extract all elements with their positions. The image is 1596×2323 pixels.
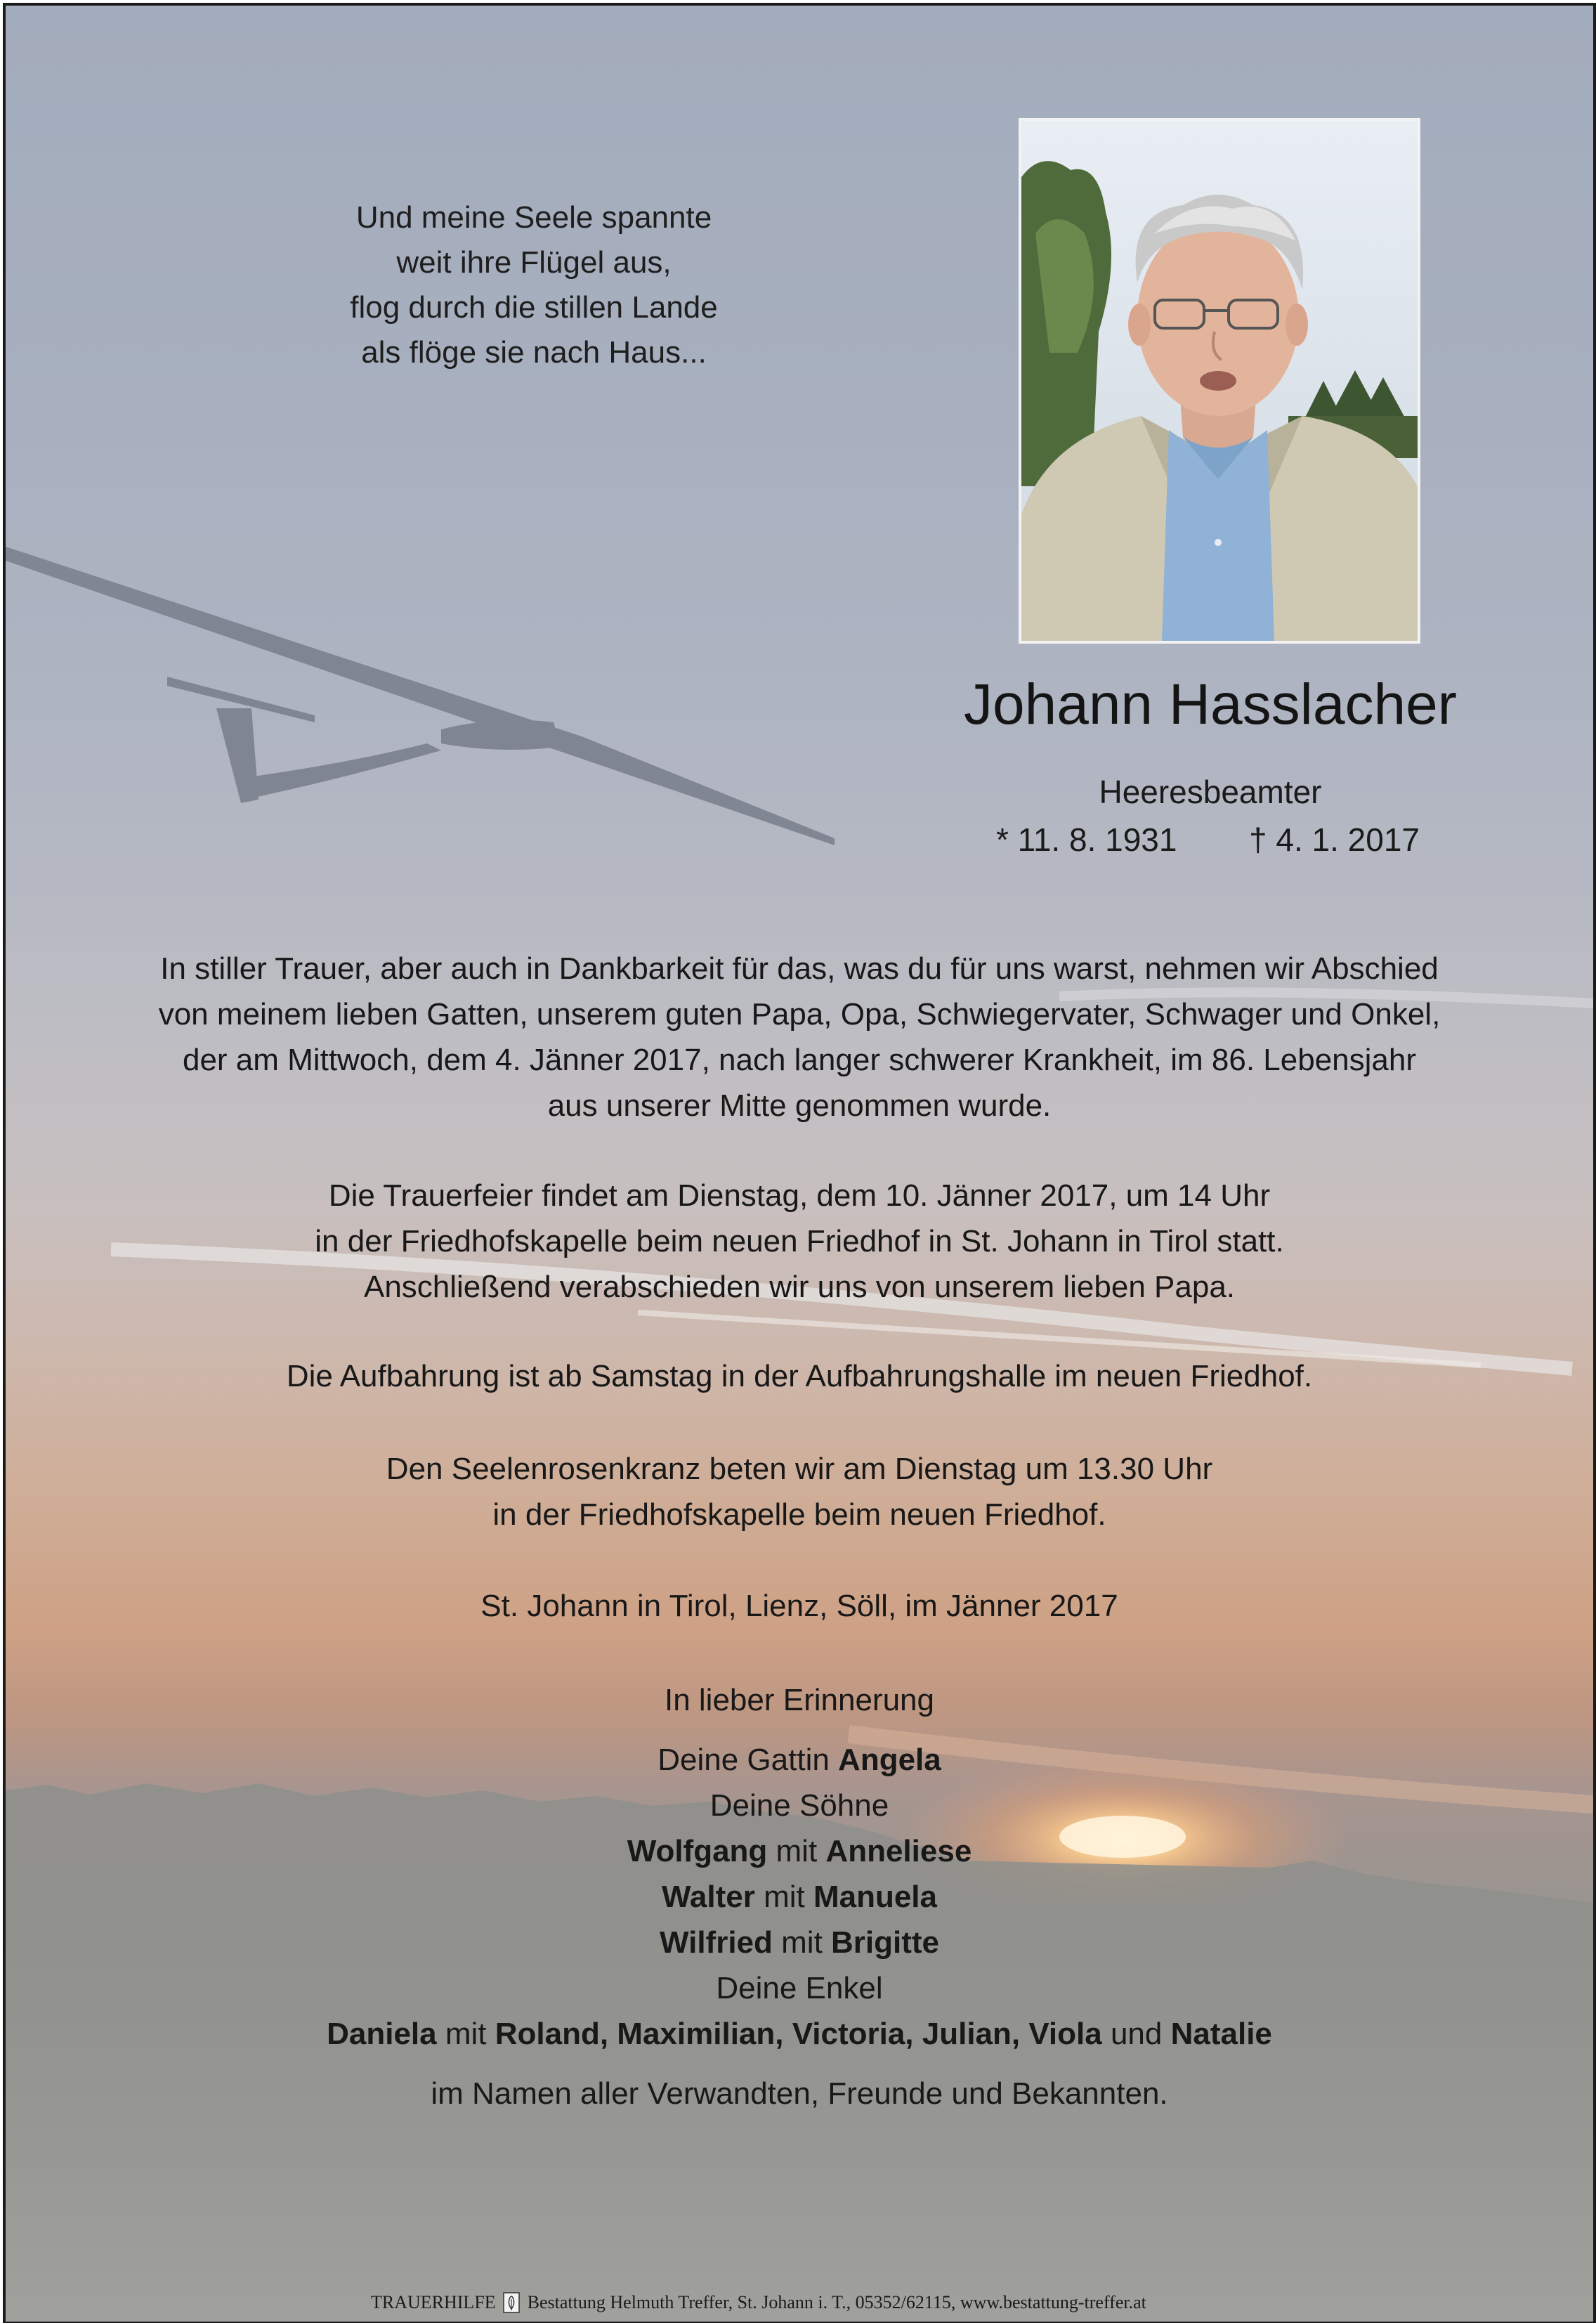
text-line: in der Friedhofskapelle beim neuen Friedhof. — [492, 1497, 1106, 1532]
text-line: In stiller Trauer, aber auch in Dankbarkeit für das, was du für uns warst, nehmen wir Abschied — [160, 951, 1439, 986]
funeral-home-footer — [371, 2291, 1242, 2316]
life-dates — [989, 821, 1432, 863]
grandchildren-label: Deine Enkel — [716, 1971, 883, 2005]
poem — [253, 195, 815, 375]
text-line: aus unserer Mitte genommen wurde. — [547, 1088, 1052, 1123]
text-line: Die Aufbahrung ist ab Samstag in der Aufbahrungshalle im neuen Friedhof. — [286, 1359, 1313, 1393]
son-line: Walter mit Manuela — [661, 1880, 937, 1914]
viewing-paragraph — [48, 1353, 1551, 1399]
poem-line: als flöge sie nach Haus... — [361, 335, 707, 370]
remembrance-line: In lieber Erinnerung — [664, 1683, 934, 1717]
mourners-section — [48, 1677, 1551, 2116]
death-date: † 4. 1. 2017 — [1249, 821, 1420, 858]
deceased-occupation: Heeresbeamter — [1099, 774, 1322, 810]
place-date — [48, 1583, 1551, 1629]
wife-line: Deine Gattin Angela — [658, 1743, 941, 1777]
poem-line: Und meine Seele spannte — [355, 200, 712, 235]
portrait-photo — [1019, 118, 1420, 644]
text-line: Die Trauerfeier findet am Dienstag, dem 10. Jänner 2017, um 14 Uhr — [328, 1178, 1271, 1213]
son-line: Wilfried mit Brigitte — [659, 1925, 940, 1960]
rosary-paragraph — [48, 1446, 1551, 1537]
obituary-frame — [3, 3, 1596, 2323]
glider — [6, 547, 835, 845]
text-line: in der Friedhofskapelle beim neuen Friedhof in St. Johann in Tirol statt. — [315, 1224, 1284, 1258]
text-line: der am Mittwoch, dem 4. Jänner 2017, nach langer schwerer Krankheit, im 86. Lebensjahr — [182, 1043, 1417, 1077]
portrait-illustration — [1021, 121, 1418, 641]
text-line: Anschließend verabschieden wir uns von unserem lieben Papa. — [363, 1270, 1236, 1304]
footer-contact: Bestattung Helmuth Treffer, St. Johann i. T., 05352/62115, www.bestattung-treffer.at — [527, 2292, 1146, 2313]
sons-label: Deine Söhne — [709, 1788, 889, 1823]
footer-brand: TRAUERHILFE — [371, 2292, 496, 2313]
son-line: Wolfgang mit Anneliese — [627, 1834, 972, 1868]
birth-date: * 11. 8. 1931 — [996, 821, 1177, 858]
closing-line: im Namen aller Verwandten, Freunde und Bekannten. — [431, 2076, 1168, 2111]
deceased-name: Johann Hasslacher — [964, 672, 1457, 736]
text-line: von meinem lieben Gatten, unserem guten Papa, Opa, Schwiegervater, Schwager und Onkel, — [158, 997, 1441, 1032]
poem-line: weit ihre Flügel aus, — [396, 245, 672, 280]
text-line: St. Johann in Tirol, Lienz, Söll, im Jänner 2017 — [480, 1589, 1118, 1623]
funeral-home-logo-icon — [503, 2292, 520, 2313]
text-line: Den Seelenrosenkranz beten wir am Dienstag um 13.30 Uhr — [386, 1452, 1213, 1486]
funeral-paragraph — [48, 1173, 1551, 1310]
announcement-paragraph — [48, 946, 1551, 1128]
poem-line: flog durch die stillen Lande — [350, 290, 718, 325]
grandchildren-line: Daniela mit Roland, Maximilian, Victoria, Julian, Viola und Natalie — [327, 2017, 1272, 2051]
wife-name: Angela — [838, 1743, 941, 1777]
